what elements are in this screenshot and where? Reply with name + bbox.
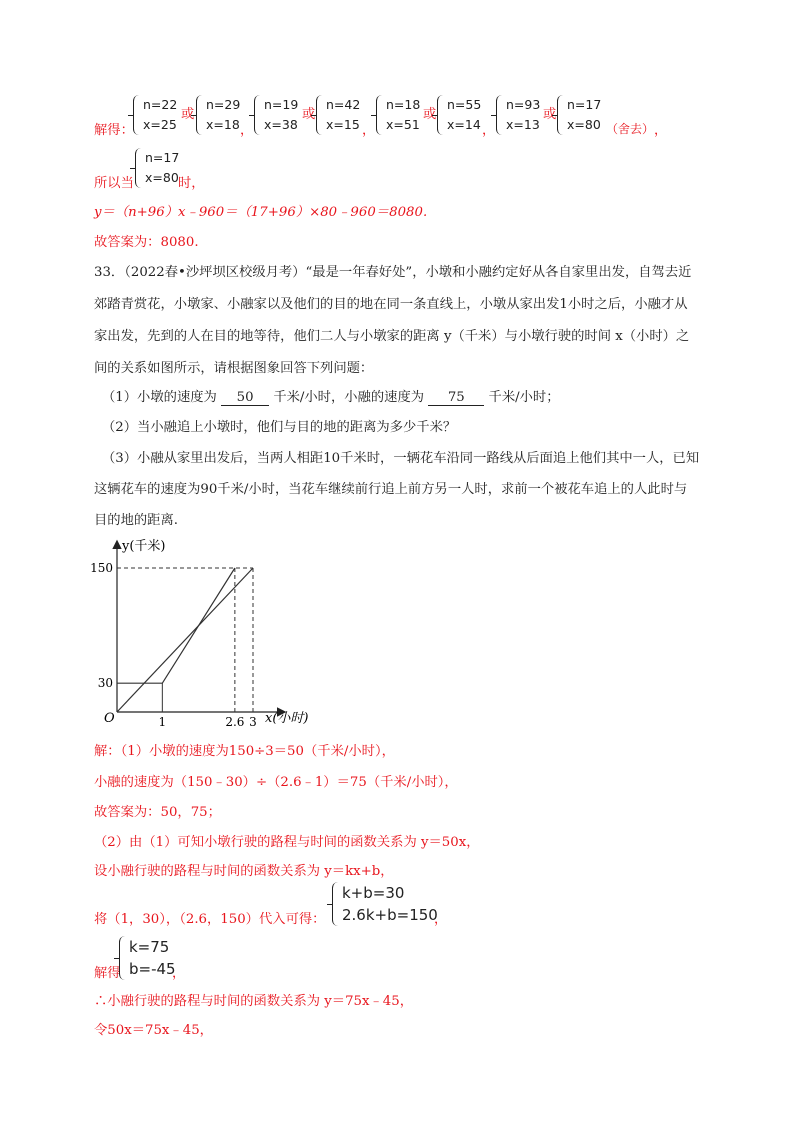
comma: ， <box>362 123 376 138</box>
equation-system: k=75 b=-45 <box>119 936 176 980</box>
x-tick-label: 1 <box>158 715 167 729</box>
equation-system: n=29 x=18 <box>196 95 240 135</box>
series-line <box>117 568 253 712</box>
solution-line: 解得 <box>94 966 121 981</box>
origin-label: O <box>104 711 115 726</box>
so-suffix: 时， <box>178 176 205 191</box>
answer-blank: 75 <box>428 390 484 406</box>
comma: ， <box>172 966 186 981</box>
equation-system: k+b=30 2.6k+b=150 <box>332 882 438 926</box>
equation-system: n=19 x=38 <box>254 95 298 135</box>
comma: ， <box>654 123 668 138</box>
solution-line: （2）由（1）可知小墩行驶的路程与时间的函数关系为 y＝50x， <box>94 835 480 850</box>
equation-system: n=42 x=15 <box>316 95 360 135</box>
x-tick-label: 3 <box>249 715 257 729</box>
distance-time-graph <box>88 534 338 729</box>
x-tick-label: 2.6 <box>225 715 245 729</box>
solution-line: 解：（1）小墩的速度为150÷3＝50（千米/小时）， <box>94 744 395 759</box>
solution-line: ∴小融行驶的路程与时间的函数关系为 y＝75x﹣45， <box>94 994 414 1009</box>
series-line <box>117 568 235 683</box>
y-tick-label: 30 <box>97 676 113 691</box>
equation-system: n=17 x=80 <box>557 95 601 135</box>
problem-text: 郊踏青赏花，小墩家、小融家以及他们的目的地在同一条直线上，小墩从家出发1小时之后，小融才从 <box>94 297 688 312</box>
question-3: （3）小融从家里出发后，当两人相距10千米时，一辆花车沿同一路线从后面追上他们其中一人，已知 <box>102 451 700 466</box>
question-2: （2）当小融追上小墩时，他们与目的地的距离为多少千米？ <box>102 420 457 435</box>
answer-line: 故答案为：8080. <box>94 235 199 250</box>
problem-text: 家出发，先到的人在目的地等待，他们二人与小墩家的距离 y（千米）与小墩行驶的时间 x（小时）之 <box>94 329 690 344</box>
question-3: 这辆花车的速度为90千米/小时，当花车继续前行追上前方另一人时，求前一个被花车追上的人此时与 <box>94 482 688 497</box>
comma: ， <box>240 123 254 138</box>
problem-text: 33．（2022春•沙坪坝区校级月考）“最是一年春好处”，小墩和小融约定好从各自家里出发，自驾去近 <box>94 265 692 280</box>
solution-line: 故答案为：50，75； <box>94 805 221 820</box>
or-text: 或 <box>543 107 557 122</box>
or-text: 或 <box>181 107 195 122</box>
question-1: （1）小墩的速度为 50 千米/小时，小融的速度为 75 千米/小时； <box>102 390 560 405</box>
comma: ， <box>482 123 496 138</box>
so-prefix: 所以当 <box>94 176 134 191</box>
solution-label: 解得： <box>94 123 134 138</box>
formula-line: y＝（n+96）x﹣960＝（17+96）×80﹣960＝8080. <box>94 205 428 220</box>
x-axis-label: x(小时) <box>265 711 309 726</box>
y-tick-label: 150 <box>90 561 113 575</box>
or-text: 或 <box>302 107 316 122</box>
problem-text: 间的关系如图所示，请根据图象回答下列问题： <box>94 361 374 376</box>
equation-system: n=93 x=13 <box>496 95 540 135</box>
equation-system: n=17 x=80 <box>135 148 179 188</box>
solution-line: 设小融行驶的路程与时间的函数关系为 y＝kx+b， <box>94 864 394 879</box>
question-3: 目的地的距离. <box>94 513 179 528</box>
solution-line: 小融的速度为（150﹣30）÷（2.6﹣1）＝75（千米/小时）， <box>94 775 458 790</box>
equation-system: n=55 x=14 <box>437 95 481 135</box>
discard-note: （舍去） <box>606 122 655 136</box>
or-text: 或 <box>423 107 437 122</box>
comma: ， <box>434 912 448 927</box>
solution-line: 令50x＝75x﹣45， <box>94 1023 213 1038</box>
equation-system: n=22 x=25 <box>133 95 177 135</box>
solution-line: 将（1，30），（2.6，150）代入可得： <box>94 912 326 927</box>
answer-blank: 50 <box>221 390 269 406</box>
equation-system: n=18 x=51 <box>376 95 420 135</box>
y-axis-label: y(千米) <box>122 539 166 554</box>
